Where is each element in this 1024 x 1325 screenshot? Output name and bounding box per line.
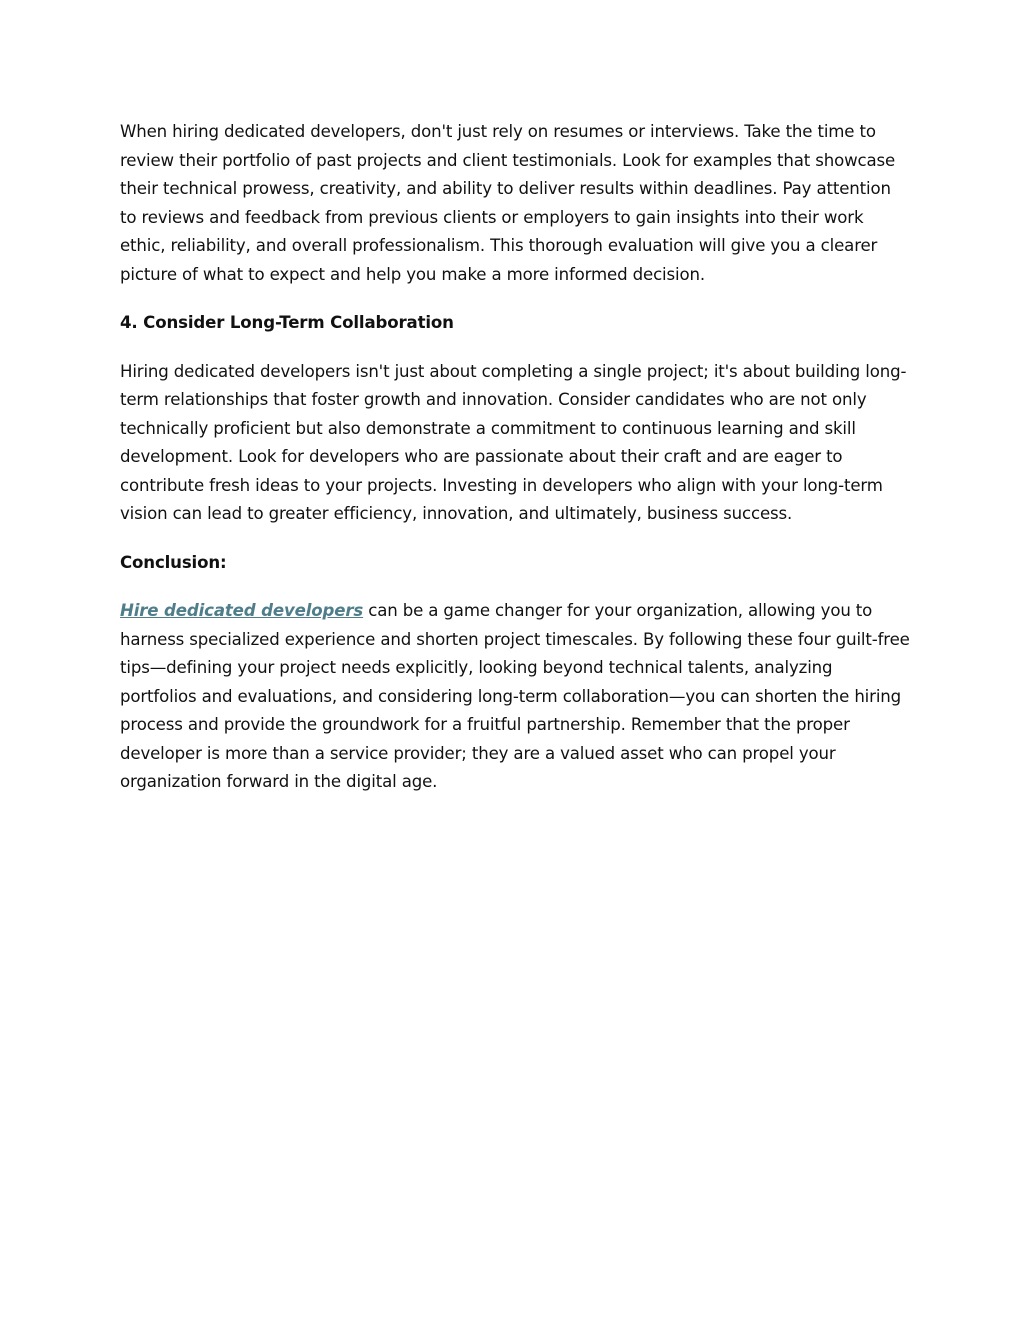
document-page [120, 118, 910, 817]
hire-dedicated-developers-link[interactable]: Hire dedicated developers [120, 601, 364, 620]
long-term-paragraph: Hiring dedicated developers isn't just about completing a single project; it's about building long-term relationships that foster growth and innovation. Consider candidates who are not only technically proficient but also demonstrate a commitment to continuous learning and skill development. Look for developers who are passionate about their craft and are eager to contribute fresh ideas to your projects. Investing in developers who align with your long-term vision can lead to greater efficiency, innovation, and ultimately, business success. [120, 361, 907, 523]
conclusion-paragraph [120, 597, 910, 797]
section-4-heading: 4. Consider Long-Term Collaboration [120, 313, 454, 332]
conclusion-text: can be a game changer for your organization, allowing you to harness specialized experience and shorten project timescales. By following these four guilt-free tips—defining your project needs explicitly, looking beyond technical talents, analyzing portfolios and evaluations, and considering long-term collaboration—you can shorten the hiring process and provide the groundwork for a fruitful partnership. Remember that the proper developer is more than a service provider; they are a valued asset who can propel your organization forward in the digital age. [120, 601, 910, 791]
portfolio-paragraph: When hiring dedicated developers, don't just rely on resumes or interviews. Take the time to review their portfolio of past projects and client testimonials. Look for examples that showcase their technical prowess, creativity, and ability to deliver results within deadlines. Pay attention to reviews and feedback from previous clients or employers to gain insights into their work ethic, reliability, and overall professionalism. This thorough evaluation will give you a clearer picture of what to expect and help you make a more informed decision. [120, 122, 896, 284]
conclusion-heading: Conclusion: [120, 552, 227, 572]
